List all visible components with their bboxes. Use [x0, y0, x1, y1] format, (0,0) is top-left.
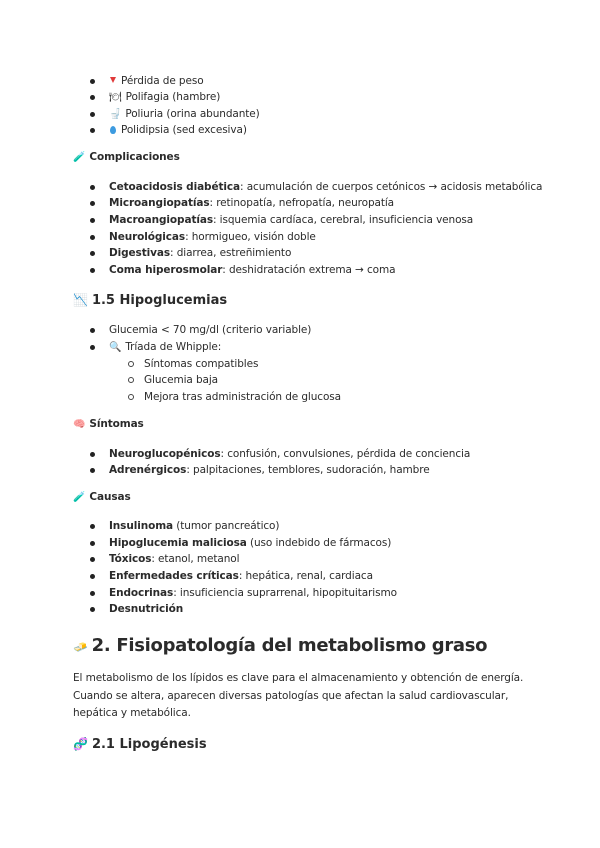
- sub-list-item: Glucemia baja: [144, 374, 219, 386]
- list-item: Glucemia < 70 mg/dl (criterio variable): [109, 324, 312, 336]
- test-tube-icon: 🧪: [73, 492, 86, 503]
- magnifier-icon: 🔍: [109, 342, 122, 353]
- list-item: 🔍 Tríada de Whipple:: [109, 339, 221, 356]
- list-item: Adrenérgicos: palpitaciones, temblores, sudoración, hambre: [109, 464, 430, 476]
- list-item: Coma hiperosmolar: deshidratación extrema → coma: [109, 264, 396, 276]
- list-item: Enfermedades críticas: hepática, renal, cardiaca: [109, 570, 373, 582]
- list-item: Microangiopatías: retinopatía, nefropatía, neuropatía: [109, 197, 395, 209]
- hipoglucemias-heading: 📉 1.5 Hipoglucemias: [73, 293, 228, 308]
- dna-icon: 🧬: [73, 737, 88, 751]
- list-item: Endocrinas: insuficiencia suprarrenal, hipopituitarismo: [109, 587, 397, 599]
- list-item: Cetoacidosis diabética: acumulación de cuerpos cetónicos → acidosis metabólica: [109, 181, 543, 193]
- section-title: 🧈 2. Fisiopatología del metabolismo graso: [73, 635, 488, 656]
- toilet-icon: 🚽: [109, 109, 122, 120]
- list-item: Polidipsia (sed excesiva): [109, 122, 247, 138]
- list-item: Desnutrición: [109, 603, 184, 615]
- list-item: Hipoglucemia maliciosa (uso indebido de fármacos): [109, 537, 392, 549]
- test-tube-icon: 🧪: [73, 152, 86, 163]
- list-item: Tóxicos: etanol, metanol: [109, 553, 240, 565]
- complicaciones-heading: 🧪 Complicaciones: [73, 151, 180, 163]
- sintomas-heading: 🧠 Síntomas: [73, 418, 144, 430]
- list-item: 🚽 Poliuria (orina abundante): [109, 106, 260, 123]
- list-item: Neuroglucopénicos: confusión, convulsiones, pérdida de conciencia: [109, 448, 471, 460]
- list-item: Pérdida de peso: [109, 73, 204, 89]
- sub-list-item: Mejora tras administración de glucosa: [144, 391, 341, 403]
- brain-icon: 🧠: [73, 419, 86, 430]
- list-item: Neurológicas: hormigueo, visión doble: [109, 231, 316, 243]
- causas-heading: 🧪 Causas: [73, 491, 131, 503]
- lipogenesis-heading: 🧬 2.1 Lipogénesis: [73, 737, 207, 752]
- list-item: Insulinoma (tumor pancreático): [109, 520, 280, 532]
- plate-icon: 🍽: [109, 92, 122, 103]
- butter-icon: 🧈: [73, 640, 88, 654]
- list-item: Digestivas: diarrea, estreñimiento: [109, 247, 292, 259]
- list-item: Macroangiopatías: isquemia cardíaca, cerebral, insuficiencia venosa: [109, 214, 474, 226]
- sub-list-item: Síntomas compatibles: [144, 358, 259, 370]
- chart-down-icon: 📉: [73, 293, 88, 307]
- list-item: 🍽 Polifagia (hambre): [109, 89, 220, 106]
- red-triangle-icon: [110, 77, 116, 83]
- droplet-icon: [110, 126, 116, 134]
- intro-paragraph: El metabolismo de los lípidos es clave para el almacenamiento y obtención de energía. Cuando se altera, aparecen diversas patologías que afectan la salud cardiovascular, hepática y metabólica.: [73, 672, 524, 719]
